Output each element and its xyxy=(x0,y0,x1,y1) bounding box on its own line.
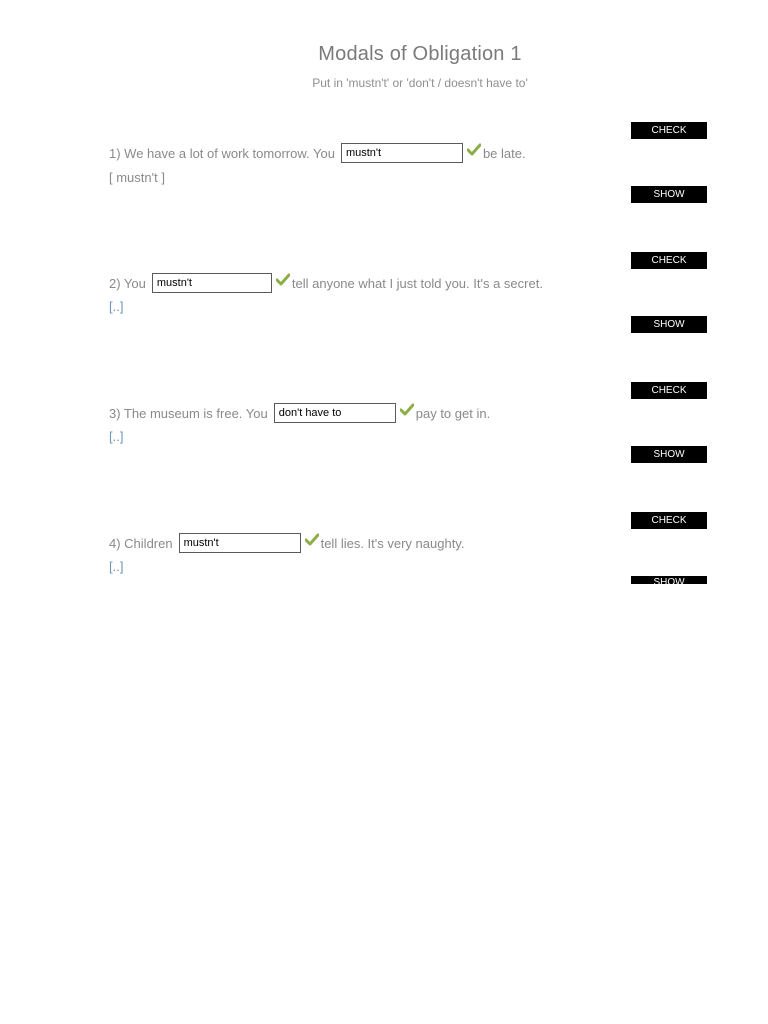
answer-reveal-4[interactable]: [..] xyxy=(109,559,124,574)
question-2 xyxy=(109,272,543,294)
answer-field-2[interactable]: mustn't xyxy=(152,273,272,293)
question-3 xyxy=(109,402,490,424)
question-4 xyxy=(109,532,464,554)
answer-reveal-1: [ mustn't ] xyxy=(109,170,165,185)
answer-reveal-3[interactable]: [..] xyxy=(109,429,124,444)
page-title: Modals of Obligation 1 xyxy=(318,43,522,65)
answer-field-1[interactable]: mustn't xyxy=(341,143,463,163)
answer-reveal-2[interactable]: [..] xyxy=(109,299,124,314)
check-mark-icon xyxy=(305,533,319,547)
question-2-before: 2) You xyxy=(109,275,146,291)
show-button-2[interactable]: SHOW xyxy=(631,316,707,333)
show-button-3[interactable]: SHOW xyxy=(631,446,707,463)
question-3-after: pay to get in. xyxy=(415,405,491,421)
check-button-4[interactable]: CHECK xyxy=(631,512,707,529)
question-2-after: tell anyone what I just told you. It's a secret. xyxy=(291,275,543,291)
show-button-4[interactable]: SHOW xyxy=(631,576,707,584)
question-1-before: 1) We have a lot of work tomorrow. You xyxy=(109,145,335,161)
question-1-after: be late. xyxy=(482,145,526,161)
check-mark-icon xyxy=(276,273,290,287)
check-mark-icon xyxy=(400,403,414,417)
check-button-2[interactable]: CHECK xyxy=(631,252,707,269)
check-button-1[interactable]: CHECK xyxy=(631,122,707,139)
question-1 xyxy=(109,142,526,164)
check-button-3[interactable]: CHECK xyxy=(631,382,707,399)
show-button-1[interactable]: SHOW xyxy=(631,186,707,203)
question-4-after: tell lies. It's very naughty. xyxy=(320,535,465,551)
question-4-before: 4) Children xyxy=(109,535,173,551)
question-3-before: 3) The museum is free. You xyxy=(109,405,268,421)
answer-field-3[interactable]: don't have to xyxy=(274,403,396,423)
page-subtitle: Put in 'mustn't' or 'don't / doesn't have to' xyxy=(312,76,528,90)
check-mark-icon xyxy=(467,143,481,157)
answer-field-4[interactable]: mustn't xyxy=(179,533,301,553)
